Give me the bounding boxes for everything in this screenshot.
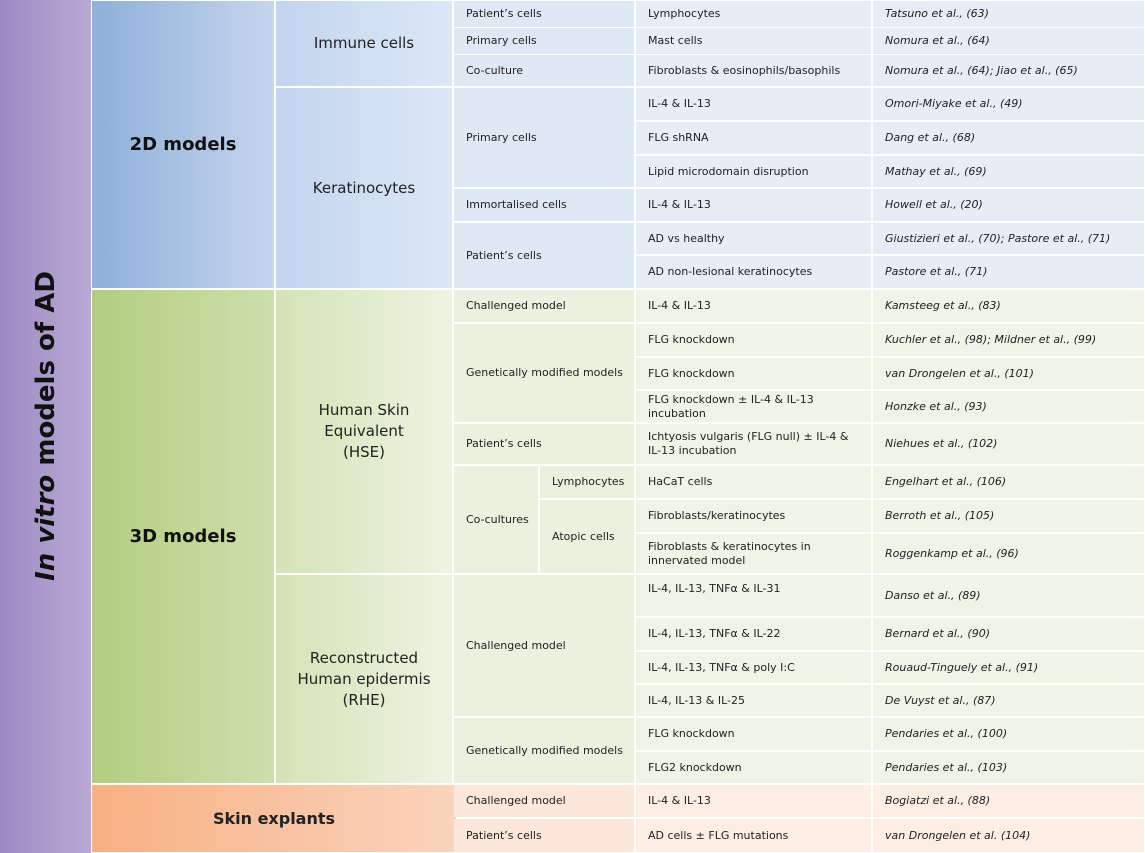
model-cell: IL-4, IL-13, TNFα & IL-31 [636,575,871,616]
reference-cell: Engelhart et al., (106) [873,466,1144,498]
reference-cell: van Drongelen et al., (101) [873,358,1144,389]
figure-title [31,271,61,581]
model-cell: FLG knockdown [636,358,871,389]
model-cell: Fibroblasts/keratinocytes [636,500,871,532]
model-cell: Lipid microdomain disruption [636,156,871,187]
reference-cell: Omori-Miyake et al., (49) [873,88,1144,120]
model-cell: Lymphocytes [636,1,871,27]
model-cell: IL-4 & IL-13 [636,290,871,322]
reference-cell: Niehues et al., (102) [873,424,1144,464]
model-cell: AD non-lesional keratinocytes [636,256,871,288]
subsection-hse [276,290,452,573]
reference-cell: Kamsteeg et al., (83) [873,290,1144,322]
reference-cell: Giustizieri et al., (70); Pastore et al., (71) [873,223,1144,254]
type-patients-cells: Patient’s cells [454,223,634,288]
type-genetically-modified: Genetically modified models [454,718,634,783]
reference-cell: Howell et al., (20) [873,189,1144,221]
type-primary-cells: Primary cells [454,88,634,187]
hse-line-3: (HSE) [343,443,385,461]
model-cell: Ichtyosis vulgaris (FLG null) ± IL-4 & IL-13 incubation [636,424,871,464]
type-primary-cells: Primary cells [454,28,634,54]
type-challenged-model: Challenged model [454,785,634,817]
reference-cell: van Drongelen et al. (104) [873,819,1144,852]
hse-line-1: Human Skin [318,401,410,419]
model-cell: IL-4, IL-13, TNFα & IL-22 [636,618,871,650]
reference-cell: De Vuyst et al., (87) [873,685,1144,716]
reference-cell: Bogiatzi et al., (88) [873,785,1144,817]
reference-cell: Dang et al., (68) [873,122,1144,154]
model-cell: IL-4, IL-13 & IL-25 [636,685,871,716]
model-cell: HaCaT cells [636,466,871,498]
type-patients-cells: Patient’s cells [454,1,634,27]
type-co-culture: Co-culture [454,55,634,86]
type-patients-cells: Patient’s cells [454,424,634,464]
model-cell: IL-4 & IL-13 [636,785,871,817]
type-genetically-modified: Genetically modified models [454,324,634,422]
reference-cell: Mathay et al., (69) [873,156,1144,187]
type-lymphocytes: Lymphocytes [540,466,634,498]
subsection-keratinocytes: Keratinocytes [276,88,452,288]
reference-cell: Pendaries et al., (100) [873,718,1144,750]
section-3d-models: 3D models [92,290,274,783]
reference-cell: Tatsuno et al., (63) [873,1,1144,27]
model-cell: AD vs healthy [636,223,871,254]
model-cell: Mast cells [636,28,871,54]
type-immortalised-cells: Immortalised cells [454,189,634,221]
reference-cell: Kuchler et al., (98); Mildner et al., (99) [873,324,1144,356]
reference-cell: Pendaries et al., (103) [873,752,1144,783]
model-cell: FLG2 knockdown [636,752,871,783]
reference-cell: Danso et al., (89) [873,575,1144,616]
hse-line-2: Equivalent [324,422,404,440]
model-cell: AD cells ± FLG mutations [636,819,871,852]
reference-cell: Berroth et al., (105) [873,500,1144,532]
model-cell: FLG knockdown ± IL-4 & IL-13 incubation [636,391,871,422]
reference-cell: Roggenkamp et al., (96) [873,534,1144,573]
reference-cell: Rouaud-Tinguely et al., (91) [873,652,1144,683]
model-cell: IL-4 & IL-13 [636,189,871,221]
model-cell: Fibroblasts & keratinocytes in innervated model [636,534,871,573]
model-cell: IL-4, IL-13, TNFα & poly I:C [636,652,871,683]
section-2d-models: 2D models [92,1,274,288]
sidebar-title-panel [0,0,91,853]
rhe-line-2: Human epidermis [297,669,431,688]
type-challenged-model: Challenged model [454,575,634,716]
model-cell: FLG knockdown [636,324,871,356]
model-cell: Fibroblasts & eosinophils/basophils [636,55,871,86]
reference-cell: Pastore et al., (71) [873,256,1144,288]
model-cell: FLG knockdown [636,718,871,750]
reference-cell: Honzke et al., (93) [873,391,1144,422]
rhe-line-3: (RHE) [342,690,386,709]
subsection-rhe [276,575,452,783]
type-co-cultures: Co-cultures [454,466,538,573]
model-cell: FLG shRNA [636,122,871,154]
rhe-line-1: Reconstructed [309,648,419,667]
reference-cell: Nomura et al., (64); Jiao et al., (65) [873,55,1144,86]
reference-cell: Nomura et al., (64) [873,28,1144,54]
reference-cell: Bernard et al., (90) [873,618,1144,650]
type-patients-cells: Patient’s cells [454,819,634,852]
model-cell: IL-4 & IL-13 [636,88,871,120]
title-italic: In vitro [31,474,61,581]
type-atopic-cells: Atopic cells [540,500,634,573]
section-skin-explants: Skin explants [92,785,456,852]
subsection-immune-cells: Immune cells [276,1,452,86]
type-challenged-model: Challenged model [454,290,634,322]
title-rest: models of AD [31,271,61,475]
